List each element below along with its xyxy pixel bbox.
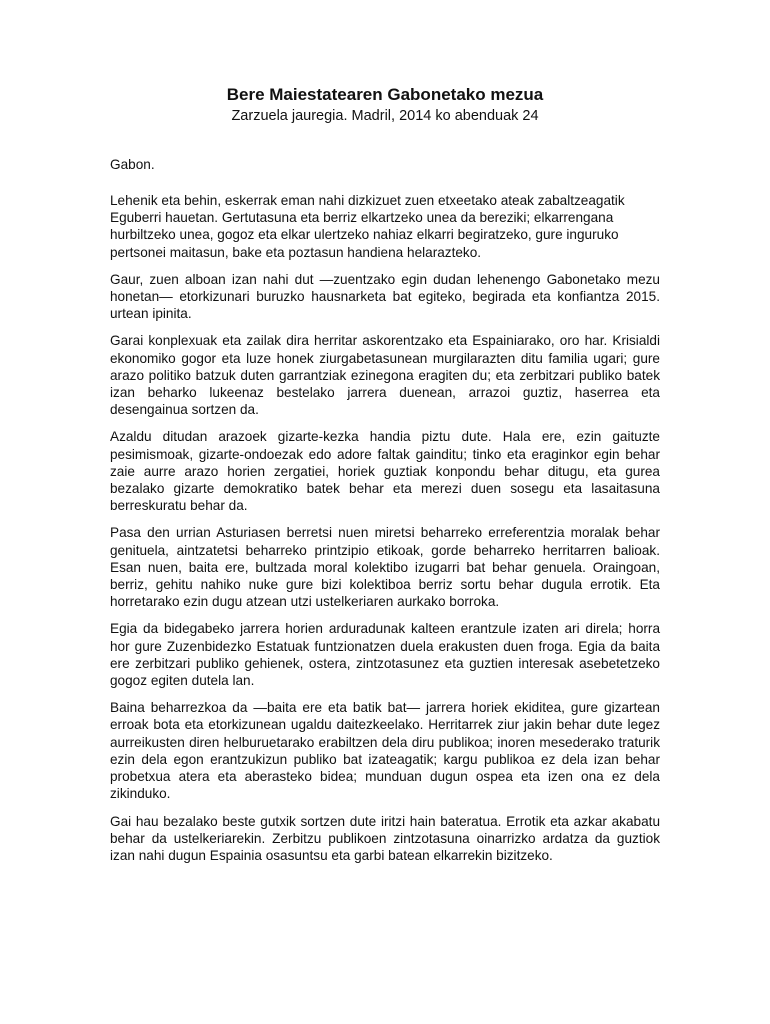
paragraph-3: Garai konplexuak eta zailak dira herritar askorentzako eta Espainiarako, oro har. Krisialdi ekonomiko gogor eta luze honek ziurgabetasunean murgilarazten ditu familia ugari; gure arazo politiko batzuk duten garrantziak ezinegona eragiten du; eta zerbitzari publiko batek izan beharko lukeenaz bestelako jarrera duenean, arrazoi guztiz, haserrea eta desengainua sortzen da. [110, 333, 660, 418]
document-page [110, 84, 660, 874]
paragraph-7: Baina beharrezkoa da —baita ere eta batik bat— jarrera horiek ekiditea, gure gizartean erroak bota eta etorkizunean ugaldu daitezkeelako. Herritarrek ziur jakin behar dute legez aurreikusten diren helburuetarako erabiltzen dela diru publikoa; inoren mesederako traturik ezin dela egon erantzukizun publiko bat izateagatik; kargu publikoa ez dela izan behar probetxua atera eta aberasteko bidea; munduan dugun ospea eta izen ona ez dela zikinduko. [110, 700, 660, 802]
paragraph-6: Egia da bidegabeko jarrera horien arduradunak kalteen erantzule izaten ari direla; horra hor gure Zuzenbidezko Estatuak funtzionatzen duela erakusten duen froga. Egia da baita ere zerbitzari publiko gehienek, ostera, zintzotasunez eta guztien interesak asebetetzeko gogoz egiten dutela lan. [110, 621, 660, 689]
document-title: Bere Maiestatearen Gabonetako mezua [226, 85, 544, 104]
paragraph-4: Azaldu ditudan arazoek gizarte-kezka handia piztu dute. Hala ere, ezin gaituzte pesimismoak, gizarte-ondoezak edo adore faltak gainditu; tinko eta eraginkor egin behar zaie aurre arazo horien zergatiei, horiek guztiak konpondu behar ditugu, eta gurea bezalako gizarte demokratiko batek behar eta merezi duen sosegu eta lasaitasuna berreskuratu behar da. [110, 429, 660, 514]
paragraph-5: Pasa den urrian Asturiasen berretsi nuen miretsi beharreko erreferentzia moralak behar genituela, aintzatetsi beharreko printzipio etikoak, gorde beharreko herritarren balioak. Esan nuen, baita ere, bultzada moral kolektibo izugarri bat behar genuela. Oraingoan, berriz, gehitu nahiko nuke gure bizi kolektiboa berriz sortu behar dugula errotik. Eta horretarako ezin dugu atzean utzi ustelkeriaren aurkako borroka. [110, 525, 660, 610]
paragraph-2: Gaur, zuen alboan izan nahi dut —zuentzako egin dudan lehenengo Gabonetako mezu honetan— etorkizunari buruzko hausnarketa bat egiteko, begirada eta konfiantza 2015. urtean ipinita. [110, 271, 660, 322]
greeting: Gabon. [110, 157, 155, 172]
document-subtitle: Zarzuela jauregia. Madril, 2014 ko abenduak 24 [231, 108, 539, 124]
paragraph-8: Gai hau bezalako beste gutxik sortzen dute iritzi hain bateratua. Errotik eta azkar akabatu behar da ustelkeriarekin. Zerbitzu publikoen zintzotasuna oinarrizko ardatza da guztiok izan nahi dugun Espainia osasuntsu eta garbi batean elkarrekin bizitzeko. [110, 813, 660, 863]
paragraph-1: Lehenik eta behin, eskerrak eman nahi dizkizuet zuen etxeetako ateak zabaltzeagatik Eguberri hauetan. Gertutasuna eta berriz elkartzeko unea da bereziki; elkarrengana hurbiltzeko unea, gogoz eta elkar ulertzeko nahiaz elkarri begiratzeko, gure inguruko pertsonei maitasun, bake eta poztasun handiena helarazteko. [110, 193, 625, 260]
